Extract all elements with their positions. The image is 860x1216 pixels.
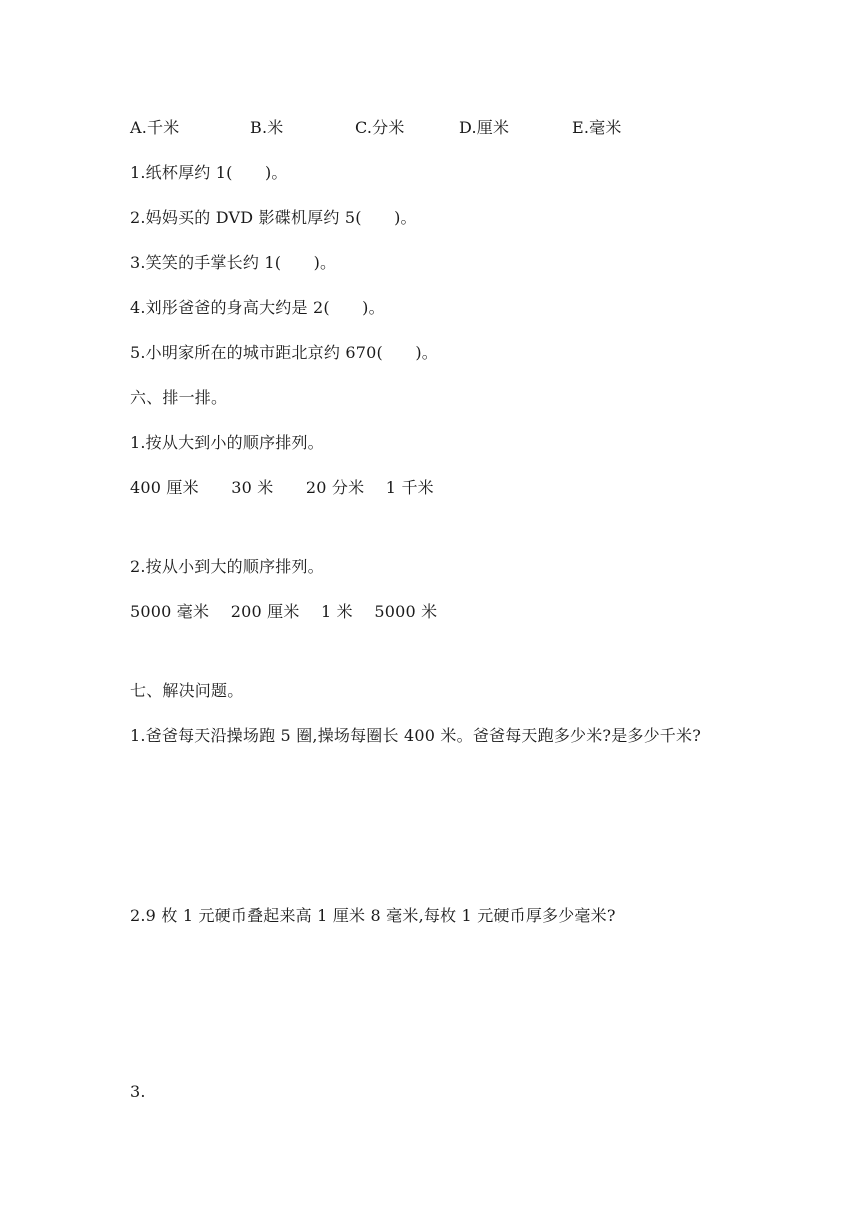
option-b: B.米 (250, 118, 284, 137)
option-d: D.厘米 (459, 118, 510, 137)
section-7-question-1: 1.爸爸每天沿操场跑 5 圈,操场每圈长 400 米。爸爸每天跑多少米?是多少千米? (130, 726, 701, 745)
fill-question-1: 1.纸杯厚约 1( )。 (130, 163, 288, 182)
section-7-question-3: 3. (130, 1082, 146, 1101)
section-6-question-1: 1.按从大到小的顺序排列。 (130, 433, 324, 452)
fill-question-2: 2.妈妈买的 DVD 影碟机厚约 5( )。 (130, 208, 417, 227)
section-6-title: 六、排一排。 (130, 388, 228, 407)
section-6-question-2: 2.按从小到大的顺序排列。 (130, 557, 324, 576)
section-6-question-1-items: 400 厘米 30 米 20 分米 1 千米 (130, 478, 434, 497)
section-7-title: 七、解决问题。 (130, 681, 244, 700)
fill-question-4: 4.刘彤爸爸的身高大约是 2( )。 (130, 298, 385, 317)
fill-question-5: 5.小明家所在的城市距北京约 670( )。 (130, 343, 438, 362)
option-a: A.千米 (130, 118, 180, 137)
section-6-question-2-items: 5000 毫米 200 厘米 1 米 5000 米 (130, 602, 438, 621)
section-7-question-2: 2.9 枚 1 元硬币叠起来高 1 厘米 8 毫米,每枚 1 元硬币厚多少毫米? (130, 906, 616, 925)
fill-question-3: 3.笑笑的手掌长约 1( )。 (130, 253, 337, 272)
option-e: E.毫米 (572, 118, 622, 137)
option-c: C.分米 (355, 118, 405, 137)
